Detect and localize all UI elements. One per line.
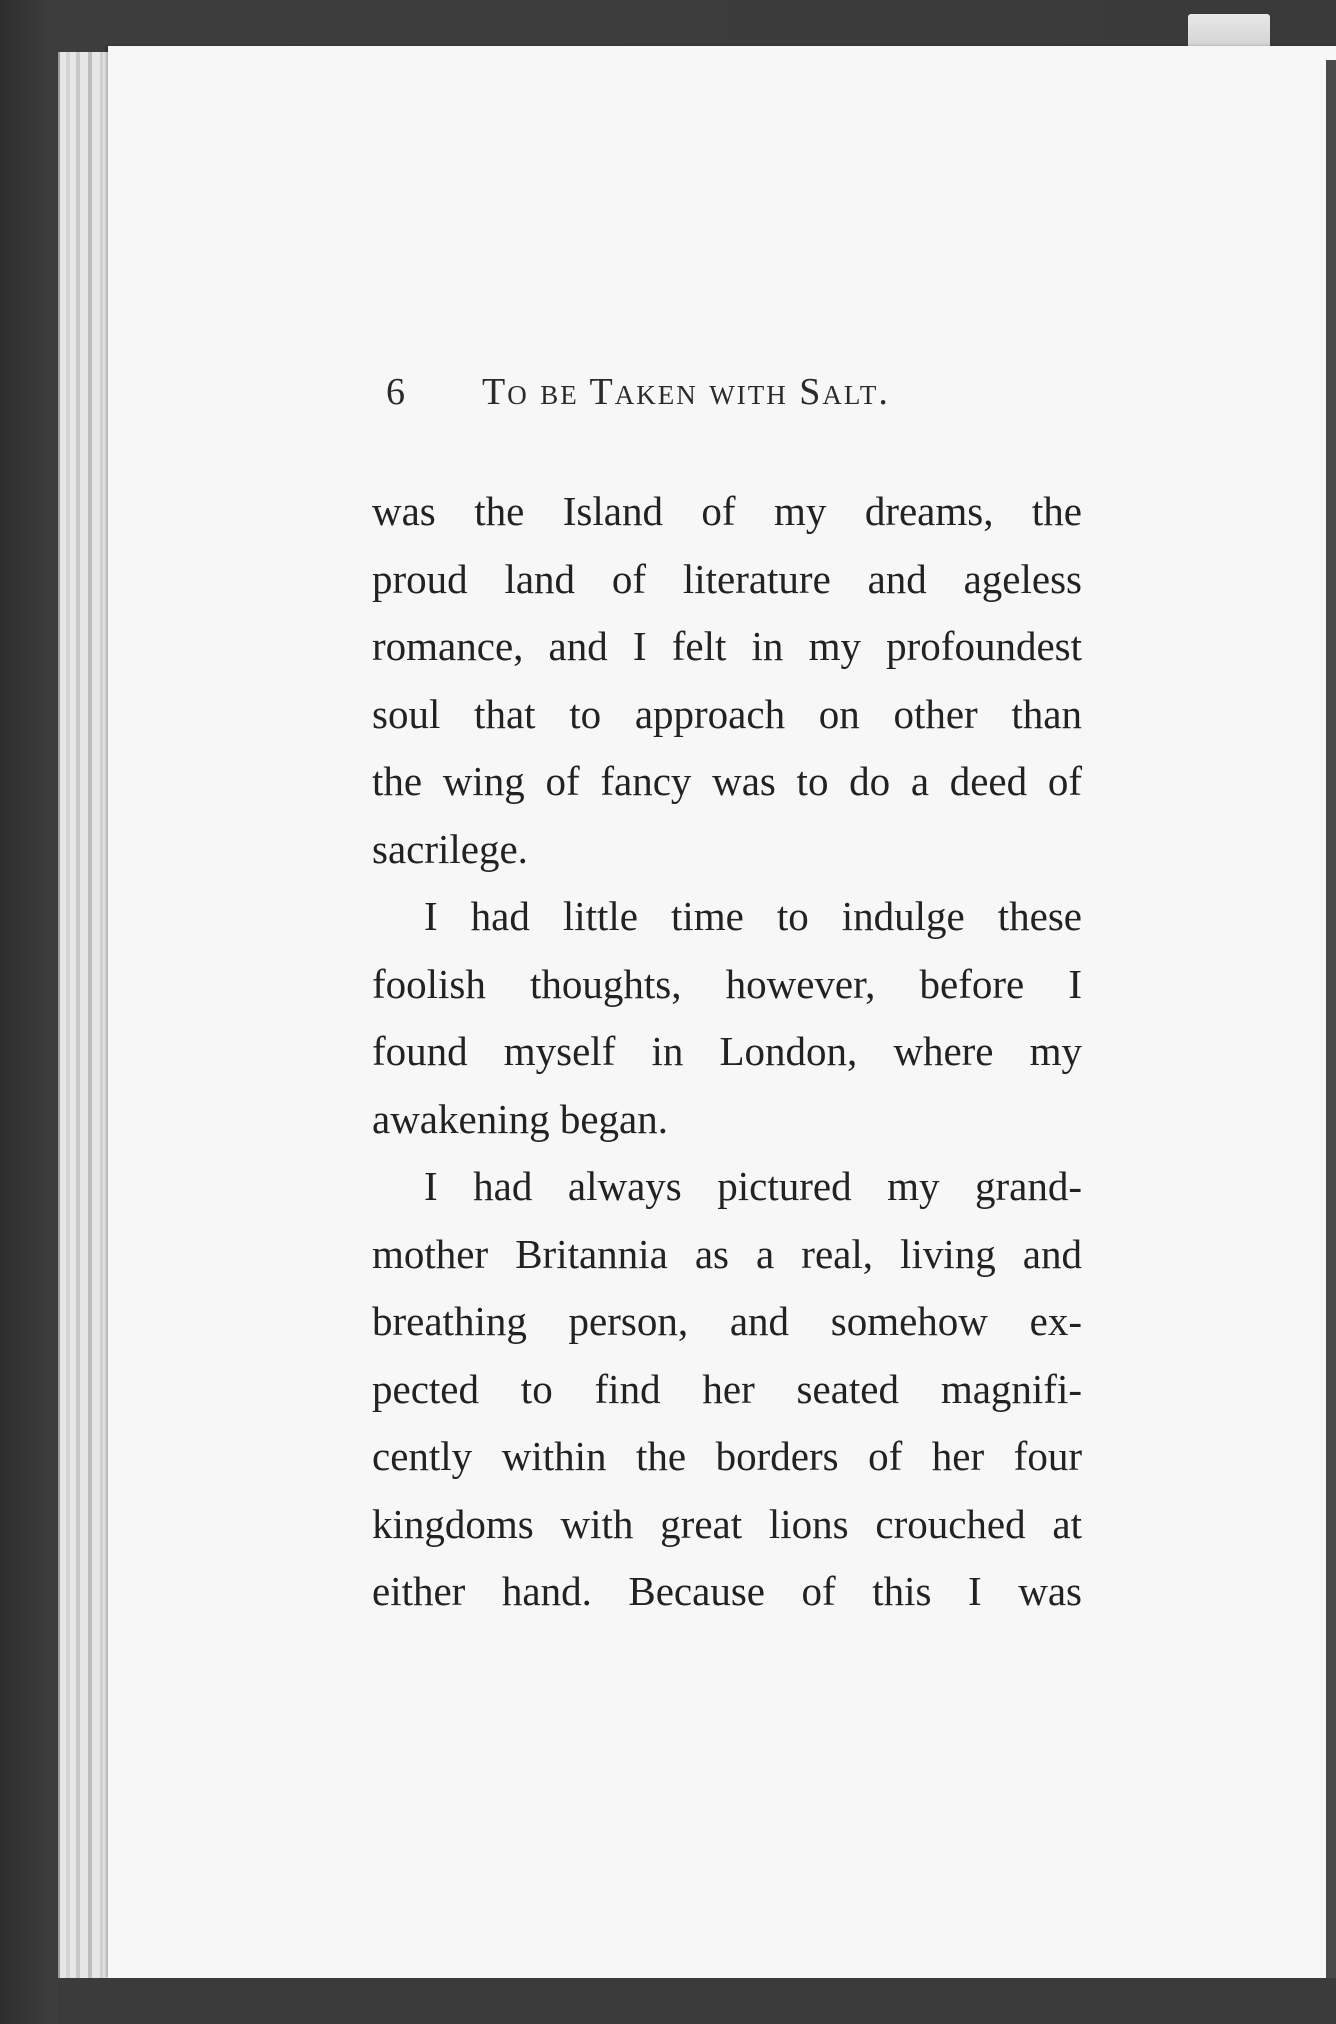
text-line: the wing of fancy was to do a deed of <box>372 758 1082 804</box>
text-line: soul that to approach on other than <box>372 690 1082 737</box>
text-line: I had little time to indulge these <box>424 893 1082 939</box>
text-line: breathing person, and somehow ex- <box>372 1298 1082 1344</box>
page-edge <box>66 52 70 1980</box>
page-edge <box>88 52 92 1980</box>
body-text <box>372 478 1082 1626</box>
page-edge <box>76 52 80 1980</box>
running-title: To be Taken with Salt. <box>482 371 890 413</box>
text-line: was the Island of my dreams, the <box>372 488 1082 534</box>
text-line: pected to find her seated magnifi- <box>372 1365 1082 1412</box>
text-line: cently within the borders of her four <box>372 1433 1082 1479</box>
paragraph <box>372 478 1082 883</box>
page-shadow-bottom <box>58 1978 1336 2024</box>
text-line: foolish thoughts, however, before I <box>372 960 1082 1007</box>
page-edge <box>100 52 103 1980</box>
text-line: found myself in London, where my <box>372 1028 1082 1074</box>
text-line: kingdoms with great lions crouched at <box>372 1500 1082 1547</box>
page-number: 6 <box>386 371 406 413</box>
text-line: mother Britannia as a real, living and <box>372 1230 1082 1277</box>
text-line: either hand. Because of this I was <box>372 1568 1082 1614</box>
running-header <box>386 370 1086 430</box>
paragraph <box>372 1153 1082 1626</box>
text-line: sacrilege. <box>372 825 528 872</box>
text-line: awakening began. <box>372 1095 668 1142</box>
page-shadow-right <box>1326 60 1336 1980</box>
paragraph <box>372 883 1082 1153</box>
text-line: proud land of literature and ageless <box>372 555 1082 602</box>
text-line: romance, and I felt in my profoundest <box>372 623 1082 669</box>
text-line: I had always pictured my grand- <box>424 1163 1082 1209</box>
